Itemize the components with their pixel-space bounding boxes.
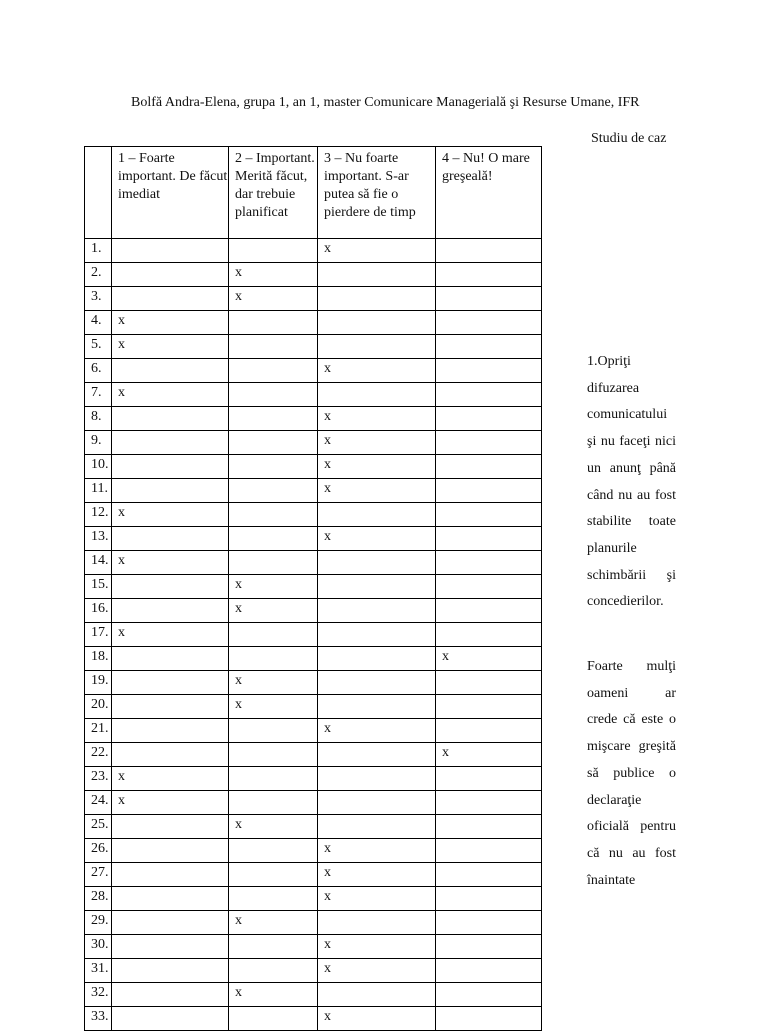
cell-big-mistake [436,863,542,887]
cell-not-very-important [318,623,436,647]
cell-big-mistake [436,431,542,455]
cell-not-very-important [318,263,436,287]
cell-very-important [112,287,229,311]
row-number: 30. [85,935,112,959]
cell-not-very-important [318,287,436,311]
cell-big-mistake [436,959,542,983]
table-row [85,551,542,575]
cell-very-important [112,695,229,719]
cell-very-important [112,911,229,935]
row-number: 4. [85,311,112,335]
cell-very-important: x [112,503,229,527]
table-row [85,287,542,311]
cell-big-mistake [436,887,542,911]
cell-big-mistake [436,527,542,551]
cell-very-important [112,743,229,767]
cell-big-mistake [436,671,542,695]
column-header-important: 2 – Important. Merită făcut, dar trebuie planificat [229,147,318,239]
row-number: 28. [85,887,112,911]
table-row [85,767,542,791]
row-number: 22. [85,743,112,767]
table-row [85,479,542,503]
row-number: 15. [85,575,112,599]
cell-not-very-important: x [318,959,436,983]
cell-important [229,479,318,503]
cell-big-mistake [436,767,542,791]
cell-not-very-important: x [318,359,436,383]
cell-very-important [112,983,229,1007]
cell-very-important [112,455,229,479]
cell-big-mistake [436,383,542,407]
cell-not-very-important [318,695,436,719]
cell-important [229,455,318,479]
cell-not-very-important [318,791,436,815]
table-row [85,839,542,863]
cell-very-important [112,719,229,743]
document-header: Bolfă Andra-Elena, grupa 1, an 1, master Comunicare Managerială şi Resurse Umane, IFR [131,95,640,110]
table-row [85,1007,542,1031]
row-number: 21. [85,719,112,743]
table-row [85,911,542,935]
cell-big-mistake [436,815,542,839]
cell-not-very-important: x [318,719,436,743]
table-row [85,431,542,455]
cell-big-mistake [436,575,542,599]
table-row [85,887,542,911]
row-number: 14. [85,551,112,575]
cell-big-mistake [436,695,542,719]
cell-big-mistake: x [436,647,542,671]
cell-not-very-important: x [318,863,436,887]
row-number: 33. [85,1007,112,1031]
cell-big-mistake [436,407,542,431]
table-row [85,935,542,959]
row-number: 26. [85,839,112,863]
cell-big-mistake [436,623,542,647]
cell-big-mistake [436,935,542,959]
cell-big-mistake [436,239,542,263]
table-row [85,863,542,887]
cell-important: x [229,911,318,935]
cell-not-very-important [318,983,436,1007]
cell-important [229,311,318,335]
cell-very-important [112,599,229,623]
cell-important [229,791,318,815]
table-row [85,455,542,479]
row-number: 13. [85,527,112,551]
cell-very-important [112,575,229,599]
table-row [85,623,542,647]
cell-very-important [112,839,229,863]
cell-big-mistake [436,335,542,359]
cell-big-mistake [436,551,542,575]
cell-not-very-important [318,911,436,935]
cell-big-mistake [436,287,542,311]
row-number: 5. [85,335,112,359]
table-row [85,527,542,551]
table-row [85,719,542,743]
table-body [85,239,542,1031]
cell-big-mistake [436,455,542,479]
cell-very-important: x [112,623,229,647]
table-row [85,407,542,431]
cell-very-important: x [112,383,229,407]
cell-important [229,863,318,887]
row-number: 12. [85,503,112,527]
cell-not-very-important [318,743,436,767]
table-row [85,311,542,335]
cell-important [229,935,318,959]
table-row [85,983,542,1007]
cell-not-very-important [318,671,436,695]
row-number: 29. [85,911,112,935]
cell-important: x [229,671,318,695]
cell-big-mistake [436,719,542,743]
cell-important [229,407,318,431]
cell-important [229,959,318,983]
cell-very-important: x [112,551,229,575]
table-row [85,695,542,719]
row-number: 32. [85,983,112,1007]
cell-big-mistake: x [436,743,542,767]
table-row [85,503,542,527]
column-header-very-important: 1 – Foarte important. De făcut imediat [112,147,229,239]
cell-big-mistake [436,359,542,383]
cell-important: x [229,695,318,719]
cell-important [229,383,318,407]
cell-important [229,551,318,575]
cell-not-very-important [318,599,436,623]
cell-not-very-important [318,503,436,527]
side-note-2 [587,654,676,894]
table-row [85,815,542,839]
cell-big-mistake [436,479,542,503]
row-number: 2. [85,263,112,287]
row-number: 9. [85,431,112,455]
cell-important: x [229,983,318,1007]
case-study-subtitle: Studiu de caz [591,131,667,146]
cell-not-very-important: x [318,887,436,911]
cell-not-very-important: x [318,479,436,503]
cell-not-very-important: x [318,455,436,479]
cell-very-important [112,407,229,431]
cell-not-very-important [318,335,436,359]
column-header-not-very-important: 3 – Nu foarte important. S-ar putea să fie o pierdere de timp [318,147,436,239]
cell-important [229,719,318,743]
cell-big-mistake [436,311,542,335]
priority-table [84,146,542,1031]
cell-very-important [112,1007,229,1031]
cell-not-very-important: x [318,839,436,863]
cell-very-important [112,935,229,959]
cell-important: x [229,263,318,287]
row-number: 19. [85,671,112,695]
cell-very-important: x [112,311,229,335]
cell-important [229,431,318,455]
cell-not-very-important: x [318,239,436,263]
table-row [85,599,542,623]
cell-important [229,743,318,767]
cell-not-very-important [318,551,436,575]
cell-important [229,767,318,791]
column-header-number [85,147,112,239]
cell-very-important [112,239,229,263]
row-number: 8. [85,407,112,431]
table-row [85,335,542,359]
cell-important [229,503,318,527]
cell-big-mistake [436,263,542,287]
cell-important: x [229,575,318,599]
row-number: 24. [85,791,112,815]
cell-important: x [229,287,318,311]
cell-important [229,335,318,359]
row-number: 3. [85,287,112,311]
row-number: 6. [85,359,112,383]
cell-important [229,647,318,671]
cell-very-important [112,671,229,695]
cell-big-mistake [436,983,542,1007]
cell-very-important [112,479,229,503]
cell-not-very-important [318,383,436,407]
table-row [85,671,542,695]
cell-very-important: x [112,767,229,791]
row-number: 7. [85,383,112,407]
cell-not-very-important [318,815,436,839]
cell-very-important [112,887,229,911]
side-paragraph-2: Foarte mulţi oameni ar crede că este o mişcare greşită să publice o declaraţie oficială pentru că nu au fost înaintate [587,659,676,888]
table-header-row [85,147,542,239]
cell-important [229,359,318,383]
cell-very-important [112,959,229,983]
cell-not-very-important: x [318,431,436,455]
cell-very-important [112,359,229,383]
cell-big-mistake [436,839,542,863]
cell-very-important: x [112,335,229,359]
table-row [85,383,542,407]
table-row [85,239,542,263]
cell-very-important [112,263,229,287]
cell-important: x [229,599,318,623]
cell-not-very-important [318,767,436,791]
cell-not-very-important: x [318,1007,436,1031]
row-number: 20. [85,695,112,719]
table-row [85,575,542,599]
side-paragraph-1: 1.Opriţi difuzarea comunicatului şi nu faceţi nici un anunţ până când nu au fost stabilite toate planurile schimbării şi concedierilor. [587,354,676,610]
table-row [85,791,542,815]
table-row [85,359,542,383]
row-number: 18. [85,647,112,671]
cell-important [229,239,318,263]
cell-big-mistake [436,503,542,527]
cell-big-mistake [436,791,542,815]
cell-big-mistake [436,1007,542,1031]
table-row [85,647,542,671]
cell-important [229,623,318,647]
row-number: 27. [85,863,112,887]
cell-important [229,1007,318,1031]
cell-very-important [112,431,229,455]
cell-important [229,839,318,863]
table-row [85,263,542,287]
row-number: 25. [85,815,112,839]
cell-big-mistake [436,599,542,623]
row-number: 1. [85,239,112,263]
row-number: 10. [85,455,112,479]
cell-very-important [112,863,229,887]
cell-not-very-important [318,575,436,599]
row-number: 16. [85,599,112,623]
cell-important [229,887,318,911]
row-number: 23. [85,767,112,791]
side-note-1 [587,349,676,616]
cell-big-mistake [436,911,542,935]
cell-very-important [112,527,229,551]
row-number: 11. [85,479,112,503]
cell-not-very-important: x [318,527,436,551]
row-number: 31. [85,959,112,983]
cell-very-important [112,647,229,671]
column-header-big-mistake: 4 – Nu! O mare greşeală! [436,147,542,239]
cell-very-important [112,815,229,839]
cell-very-important: x [112,791,229,815]
row-number: 17. [85,623,112,647]
cell-not-very-important: x [318,935,436,959]
cell-not-very-important [318,647,436,671]
cell-not-very-important: x [318,407,436,431]
cell-important [229,527,318,551]
cell-important: x [229,815,318,839]
cell-not-very-important [318,311,436,335]
table-row [85,959,542,983]
table-row [85,743,542,767]
